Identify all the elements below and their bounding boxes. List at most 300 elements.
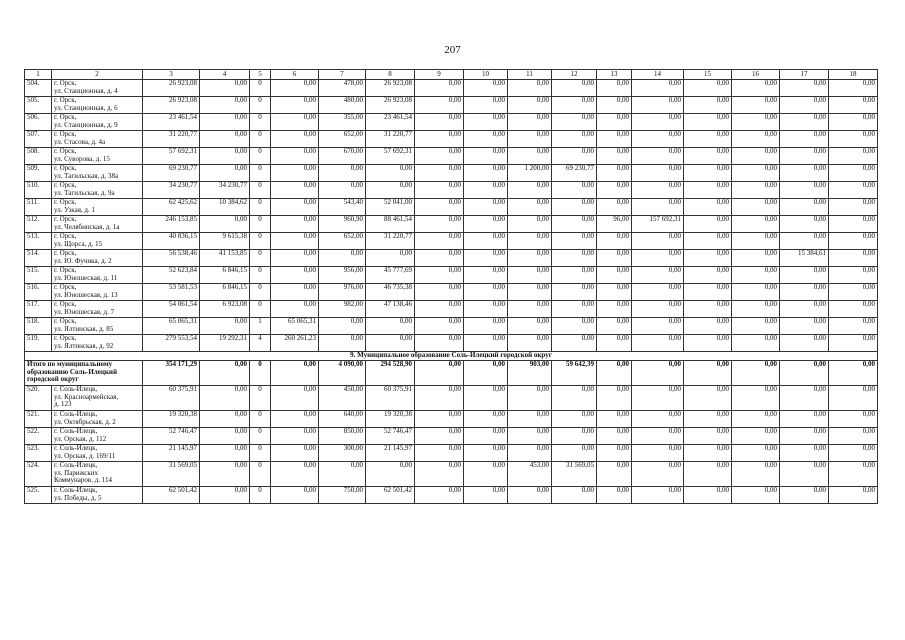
row-number: 519. [25,335,52,352]
value-cell: 0,00 [684,148,732,165]
value-cell: 0,00 [732,216,780,233]
column-header: 4 [200,70,250,80]
value-cell: 19 320,38 [366,411,415,428]
address-line: ул. Узкая, д. 1 [54,205,95,214]
value-cell: 0,00 [732,267,780,284]
address-line: г. Орск, [54,164,77,172]
value-cell: 0,00 [271,114,319,131]
value-cell: 62 425,62 [143,199,200,216]
value-cell: 543,40 [319,199,366,216]
total-value-cell: 0,00 [684,361,732,386]
value-cell: 0,00 [415,411,464,428]
row-number: 518. [25,318,52,335]
address-line: г. Орск, [54,181,77,189]
table-row [25,97,878,114]
value-cell: 0,00 [366,165,415,182]
value-cell: 0,00 [271,428,319,445]
value-cell: 0,00 [829,165,878,182]
value-cell: 0 [250,301,271,318]
table-row [25,487,878,504]
address-line: г. Орск, [54,113,77,121]
value-cell: 0,00 [508,199,552,216]
value-cell: 0,00 [684,250,732,267]
row-number: 510. [25,182,52,199]
address-line: г. Соль-Илецк, [54,486,98,494]
section-row [25,352,878,361]
address-line: г. Орск, [54,266,77,274]
value-cell: 0 [250,267,271,284]
value-cell: 52 623,84 [143,267,200,284]
value-cell: 0,00 [632,487,684,504]
value-cell: 0,00 [508,233,552,250]
value-cell: 23 461,54 [143,114,200,131]
value-cell: 0,00 [319,182,366,199]
value-cell: 0,00 [200,445,250,462]
value-cell: 0,00 [597,462,632,487]
table-row [25,250,878,267]
value-cell: 0,00 [271,148,319,165]
value-cell: 45 777,69 [366,267,415,284]
value-cell: 0,00 [829,487,878,504]
value-cell: 0,00 [552,487,597,504]
address-line: г. Соль-Илецк, [54,427,98,435]
value-cell: 0,00 [508,386,552,411]
value-cell: 982,00 [319,301,366,318]
value-cell: 0,00 [271,165,319,182]
value-cell: 0,00 [319,462,366,487]
address-line: ул. Юношеская, д. 11 [54,273,118,282]
value-cell: 0,00 [200,386,250,411]
value-cell: 0,00 [464,131,508,148]
row-number: 512. [25,216,52,233]
value-cell: 0,00 [366,182,415,199]
value-cell: 0,00 [732,233,780,250]
address-cell [52,148,143,165]
address-line: ул. Ялтинская, д. 92 [54,341,114,350]
value-cell: 0,00 [200,318,250,335]
address-line: ул. Тагильская, д. 9а [54,188,115,197]
value-cell: 0,00 [780,386,829,411]
value-cell: 0,00 [732,318,780,335]
value-cell: 0,00 [632,462,684,487]
value-cell: 0 [250,199,271,216]
value-cell: 0,00 [271,462,319,487]
value-cell: 0,00 [271,97,319,114]
value-cell: 0,00 [632,250,684,267]
value-cell: 0,00 [597,318,632,335]
row-number: 509. [25,165,52,182]
value-cell: 0,00 [464,462,508,487]
value-cell: 0,00 [271,301,319,318]
total-value-cell: 0,00 [829,361,878,386]
row-number: 517. [25,301,52,318]
table-row [25,284,878,301]
value-cell: 0 [250,114,271,131]
value-cell: 26 923,08 [143,97,200,114]
total-value-cell: 0,00 [780,361,829,386]
value-cell: 0,00 [829,411,878,428]
value-cell: 0,00 [597,250,632,267]
value-cell: 0,00 [780,114,829,131]
value-cell: 0,00 [829,199,878,216]
address-line: г. Соль-Илецк, [54,385,98,393]
value-cell: 96,00 [597,216,632,233]
value-cell: 0,00 [684,114,732,131]
table-row [25,148,878,165]
value-cell: 0,00 [732,131,780,148]
value-cell: 0,00 [271,250,319,267]
address-cell [52,165,143,182]
value-cell: 0,00 [597,131,632,148]
value-cell: 0 [250,165,271,182]
row-number: 525. [25,487,52,504]
value-cell: 0,00 [552,335,597,352]
value-cell: 0,00 [200,462,250,487]
value-cell: 0,00 [780,318,829,335]
table-row [25,114,878,131]
value-cell: 0,00 [552,131,597,148]
value-cell: 0,00 [464,216,508,233]
value-cell: 0,00 [597,487,632,504]
value-cell: 88 461,54 [366,216,415,233]
total-value-cell: 294 528,90 [366,361,415,386]
value-cell: 0,00 [552,97,597,114]
value-cell: 0,00 [552,199,597,216]
value-cell: 0,00 [732,284,780,301]
column-header-row [25,70,878,80]
value-cell: 62 501,42 [143,487,200,504]
value-cell: 0,00 [508,284,552,301]
value-cell: 0,00 [780,284,829,301]
value-cell: 0,00 [684,165,732,182]
address-cell [52,284,143,301]
value-cell: 0,00 [464,97,508,114]
value-cell: 0,00 [829,250,878,267]
column-header: 14 [632,70,684,80]
address-cell [52,487,143,504]
value-cell: 0,00 [319,250,366,267]
value-cell: 0,00 [271,445,319,462]
table-row [25,267,878,284]
value-cell: 670,00 [319,148,366,165]
value-cell: 0,00 [508,428,552,445]
value-cell: 0,00 [829,97,878,114]
value-cell: 0,00 [684,386,732,411]
address-cell [52,131,143,148]
value-cell: 0,00 [829,131,878,148]
column-header: 16 [732,70,780,80]
value-cell: 480,00 [319,97,366,114]
value-cell: 21 145,97 [143,445,200,462]
value-cell: 0,00 [508,411,552,428]
address-line: г. Соль-Илецк, [54,410,98,418]
value-cell: 0,00 [732,428,780,445]
value-cell: 0,00 [597,284,632,301]
address-line: ул. Красноармейская, [54,392,119,401]
value-cell: 0,00 [415,487,464,504]
value-cell: 850,00 [319,428,366,445]
column-header: 3 [143,70,200,80]
address-cell [52,80,143,97]
value-cell: 0,00 [684,487,732,504]
value-cell: 0,00 [780,462,829,487]
address-line: г. Орск, [54,232,77,240]
value-cell: 0,00 [684,267,732,284]
value-cell: 0,00 [271,131,319,148]
value-cell: 19 292,31 [200,335,250,352]
value-cell: 56 538,46 [143,250,200,267]
value-cell: 41 153,85 [200,250,250,267]
value-cell: 0 [250,80,271,97]
value-cell: 0,00 [597,199,632,216]
row-number: 505. [25,97,52,114]
value-cell: 0,00 [552,114,597,131]
total-label [25,361,143,386]
address-cell [52,462,143,487]
value-cell: 0,00 [597,80,632,97]
address-line: г. Орск, [54,215,77,223]
value-cell: 0,00 [632,386,684,411]
value-cell: 0,00 [415,386,464,411]
value-cell: 54 061,54 [143,301,200,318]
value-cell: 0,00 [732,182,780,199]
table-row [25,131,878,148]
total-label-line: образованию Соль-Илецкий [27,367,117,376]
address-line: ул. Тагильская, д. 38а [54,171,119,180]
value-cell: 0,00 [415,445,464,462]
value-cell: 0,00 [684,284,732,301]
value-cell: 62 501,42 [366,487,415,504]
address-line: г. Соль-Илецк, [54,444,98,452]
value-cell: 0,00 [829,462,878,487]
value-cell: 750,00 [319,487,366,504]
row-number: 515. [25,267,52,284]
value-cell: 0,00 [464,301,508,318]
address-cell [52,182,143,199]
value-cell: 0,00 [684,428,732,445]
value-cell: 0 [250,386,271,411]
value-cell: 15 384,61 [780,250,829,267]
address-line: г. Орск, [54,249,77,257]
table-row [25,182,878,199]
value-cell: 0,00 [415,216,464,233]
value-cell: 0,00 [200,131,250,148]
table-row [25,216,878,233]
value-cell: 65 065,31 [271,318,319,335]
value-cell: 0 [250,216,271,233]
value-cell: 0,00 [464,182,508,199]
value-cell: 0,00 [552,301,597,318]
value-cell: 0 [250,250,271,267]
row-number: 513. [25,233,52,250]
value-cell: 0 [250,131,271,148]
row-number: 524. [25,462,52,487]
address-line: г. Орск, [54,96,77,104]
value-cell: 450,00 [319,386,366,411]
value-cell: 0,00 [732,462,780,487]
total-value-cell: 4 090,00 [319,361,366,386]
address-line: ул. Стасова, д. 4а [54,137,106,146]
row-number: 511. [25,199,52,216]
value-cell: 652,00 [319,131,366,148]
row-number: 508. [25,148,52,165]
value-cell: 31 569,05 [143,462,200,487]
address-cell [52,335,143,352]
table-row [25,165,878,182]
value-cell: 0,00 [415,80,464,97]
value-cell: 0,00 [780,335,829,352]
address-cell [52,386,143,411]
value-cell: 0,00 [200,428,250,445]
value-cell: 26 923,08 [366,97,415,114]
address-line: г. Орск, [54,334,77,342]
value-cell: 0,00 [732,250,780,267]
address-line: ул. Юношеская, д. 13 [54,290,118,299]
value-cell: 0,00 [319,318,366,335]
address-cell [52,318,143,335]
value-cell: 0,00 [597,267,632,284]
value-cell: 0,00 [632,335,684,352]
value-cell: 0,00 [780,80,829,97]
value-cell: 0,00 [684,445,732,462]
value-cell: 0,00 [271,80,319,97]
address-line: Коммунаров, д. 114 [54,476,113,484]
value-cell: 0,00 [415,148,464,165]
value-cell: 69 230,77 [143,165,200,182]
total-label-line: Итого по муниципальному [27,360,113,368]
row-number: 507. [25,131,52,148]
value-cell: 0,00 [464,318,508,335]
value-cell: 0,00 [415,301,464,318]
value-cell: 0,00 [780,97,829,114]
value-cell: 0,00 [732,487,780,504]
value-cell: 0,00 [732,148,780,165]
value-cell: 0,00 [632,131,684,148]
value-cell: 0,00 [829,182,878,199]
value-cell: 0,00 [829,386,878,411]
total-value-cell: 0,00 [200,361,250,386]
value-cell: 0,00 [829,114,878,131]
value-cell: 46 735,38 [366,284,415,301]
value-cell: 0,00 [780,301,829,318]
total-value-cell: 0,00 [415,361,464,386]
value-cell: 0,00 [780,411,829,428]
row-number: 522. [25,428,52,445]
value-cell: 0,00 [684,335,732,352]
address-line: г. Орск, [54,283,77,291]
value-cell: 31 220,77 [366,233,415,250]
value-cell: 0,00 [780,428,829,445]
address-line: ул. Станционная, д. 6 [54,103,118,112]
value-cell: 26 923,08 [143,80,200,97]
column-header: 8 [366,70,415,80]
column-header: 2 [52,70,143,80]
value-cell: 0 [250,182,271,199]
total-value-cell: 59 642,39 [552,361,597,386]
value-cell: 0,00 [597,301,632,318]
value-cell: 0,00 [597,165,632,182]
value-cell: 0,00 [464,386,508,411]
value-cell: 0,00 [732,301,780,318]
value-cell: 0,00 [200,114,250,131]
value-cell: 0,00 [684,131,732,148]
total-value-cell: 903,00 [508,361,552,386]
value-cell: 0,00 [415,199,464,216]
value-cell: 31 220,77 [143,131,200,148]
value-cell: 960,90 [319,216,366,233]
column-header: 5 [250,70,271,80]
row-number: 516. [25,284,52,301]
address-line: ул. Ю. Фучика, д. 2 [54,256,112,265]
value-cell: 0,00 [552,386,597,411]
value-cell: 0,00 [597,445,632,462]
address-cell [52,233,143,250]
value-cell: 52 746,47 [143,428,200,445]
value-cell: 0,00 [415,318,464,335]
address-cell [52,445,143,462]
table-row [25,428,878,445]
value-cell: 0,00 [508,97,552,114]
value-cell: 0,00 [632,267,684,284]
value-cell: 355,00 [319,114,366,131]
address-line: г. Соль-Илецк, [54,461,98,469]
value-cell: 0,00 [597,411,632,428]
value-cell: 0,00 [319,335,366,352]
value-cell: 0,00 [684,462,732,487]
value-cell: 0,00 [632,233,684,250]
value-cell: 0,00 [552,411,597,428]
address-cell [52,114,143,131]
address-line: г. Орск, [54,130,77,138]
value-cell: 10 384,62 [200,199,250,216]
value-cell: 0,00 [632,114,684,131]
address-line: г. Орск, [54,147,77,155]
value-cell: 0,00 [415,250,464,267]
address-line: ул. Станционная, д. 9 [54,120,118,129]
address-line: ул. Щорса, д. 15 [54,239,103,248]
total-value-cell: 0,00 [732,361,780,386]
value-cell: 0,00 [464,445,508,462]
value-cell: 53 581,53 [143,284,200,301]
value-cell: 0,00 [597,148,632,165]
value-cell: 0,00 [732,445,780,462]
value-cell: 0,00 [780,216,829,233]
value-cell: 0,00 [508,487,552,504]
value-cell: 0,00 [829,335,878,352]
row-number: 521. [25,411,52,428]
value-cell: 0,00 [684,318,732,335]
total-label-line: городской округ [27,375,79,383]
value-cell: 0,00 [632,165,684,182]
value-cell: 0,00 [200,487,250,504]
address-line: ул. Станционная, д. 4 [54,86,118,95]
column-header: 1 [25,70,52,80]
value-cell: 0,00 [464,114,508,131]
page-number: 207 [444,44,461,56]
value-cell: 0,00 [464,165,508,182]
value-cell: 0,00 [464,267,508,284]
value-cell: 31 569,05 [552,462,597,487]
value-cell: 0,00 [319,165,366,182]
value-cell: 0,00 [271,216,319,233]
value-cell: 0,00 [200,148,250,165]
value-cell: 0,00 [732,386,780,411]
value-cell: 0,00 [829,267,878,284]
value-cell: 0,00 [464,411,508,428]
value-cell: 0,00 [366,318,415,335]
value-cell: 0,00 [415,428,464,445]
value-cell: 0,00 [415,335,464,352]
